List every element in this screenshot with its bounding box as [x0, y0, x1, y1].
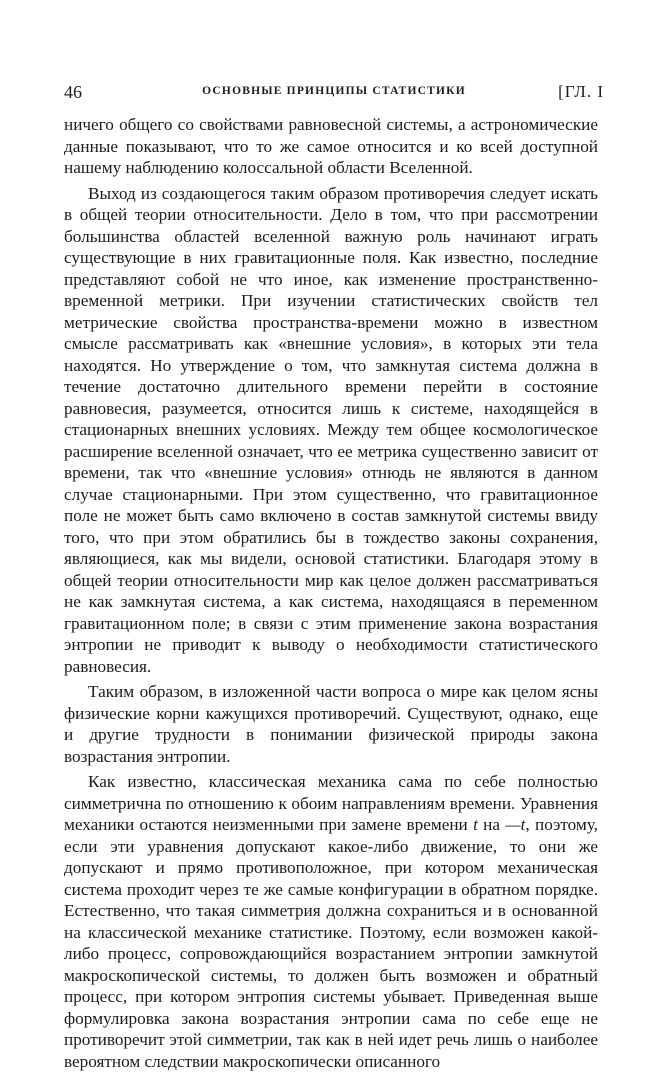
chapter-reference: [ГЛ. I: [558, 82, 604, 101]
running-title: ОСНОВНЫЕ ПРИНЦИПЫ СТАТИСТИКИ: [202, 85, 466, 97]
body-text: [64, 114, 598, 1076]
page-header: [64, 82, 604, 108]
paragraph-continuation: ничего общего со свойствами равновесной системы, а астрономические данные показывают, что то же самое относится и ко всей доступной нашему наблюдению колоссальной области Вселенной.: [64, 115, 598, 177]
paragraph-text: на: [477, 815, 506, 834]
paragraph: Таким образом, в изложенной части вопроса о мире как целом ясны физические корни кажущихся противоречий. Существуют, однако, еще и другие трудности в понимании физической природы закона возрастания энтропии.: [64, 682, 598, 766]
paragraph: Выход из создающегося таким образом противоречия следует искать в общей теории относительности. Дело в том, что при рассмотрении большинства областей вселенной важную роль начинают играть существующие в них гравитационные поля. Как известно, последние представляют собой не что иное, как изменение пространственно-временной метрики. При изучении статистических свойств тел метрические свойства пространства-времени можно в известном смысле рассматривать как «внешние условия», в которых эти тела находятся. Но утверждение о том, что замкнутая система должна в течение достаточно длительного времени перейти в состояние равновесия, разумеется, относится лишь к системе, находящейся в стационарных внешних условиях. Между тем общее космологическое расширение вселенной означает, что ее метрика существенно зависит от времени, так что «внешние условия» отнюдь не являются в данном случае стационарными. При этом существенно, что гравитационное поле не может быть само включено в состав замкнутой системы ввиду того, что при этом обратились бы в тождество законы сохранения, являющиеся, как мы видели, основой статистики. Благодаря этому в общей теории относительности мир как целое должен рассматриваться не как замкнутая система, а как система, находящаяся в переменном гравитационном поле; в связи с этим применение закона возрастания энтропии не приводит к выводу о необходимости статистического равновесия.: [64, 183, 598, 676]
variable-t: t: [473, 815, 478, 834]
paragraph-text: , поэтому, если эти уравнения допускают какое-либо движение, то они же допускают и прямо противоположное, при котором механическая система проходит через те же самые конфигурации в обратном порядке. Естественно, что такая симметрия должна сохраниться и в основанной на классической механике статистике. Поэтому, если возможен какой-либо процесс, сопровождающийся возрастанием энтропии замкнутой макроскопической системы, то должен быть возможен и обратный процесс, при котором энтропия системы убывает. Приведенная выше формулировка закона возрастания энтропии сама по себе еще не противоречит этой симметрии, так как в ней идет речь лишь о наиболее вероятном следствии макроскопически описанного: [64, 815, 598, 1071]
variable-minus-t: —t: [505, 815, 526, 834]
paragraph-text: Как известно, классическая механика сама по себе полностью симметрична по отношению к обоим направлениям времени. Уравнения механики остаются неизменными при замене времени: [64, 772, 598, 834]
paragraph-symmetry: [64, 771, 598, 1072]
page-number: 46: [64, 82, 82, 102]
